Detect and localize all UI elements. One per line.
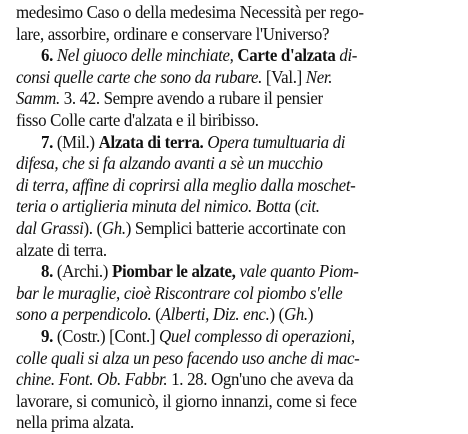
entry-text [16,2,460,434]
text-line [16,196,442,218]
section-number: 9. [40,325,53,346]
text-line [16,24,442,46]
text-run: ) ( [269,304,284,325]
text-run: ( [290,196,300,217]
section-number: 6. [40,45,53,66]
italic-text: consi quelle carte che sono da rubare. [16,66,263,87]
text-run: [Val.] [262,66,306,87]
italic-text: dal Grassi [16,217,84,238]
text-run: ) [307,304,314,325]
italic-text: bar le muraglie, cioè Riscontrare col piombo s'elle [16,282,343,303]
text-line [16,412,442,434]
italic-text: sono a perpendicolo. [16,304,152,325]
text-run: fisso Colle carte d'alzata e il biribisso. [16,109,259,130]
text-run: lavorare, si comunicò, il giorno innanzi, come si fece [16,390,357,411]
italic-text: di- [335,45,358,66]
text-line [16,88,442,110]
italic-text: chine. Font. Ob. Fabbr. [16,369,168,390]
text-line [16,326,442,348]
text-run: lare, assorbire, ordinare e conservare l'Universo? [16,23,330,44]
text-line [16,132,442,154]
italic-text: vale quanto Piom- [239,261,359,282]
section-number: 8. [40,261,53,282]
italic-text: Samm. [16,88,60,109]
text-run: 3. 42. Sempre avendo a rubare il pensier [59,88,323,109]
text-run: ) Semplici batterie accortinate con [125,217,346,238]
headword: Carte d'alzata [237,45,336,66]
text-run: (Archi.) [52,261,112,282]
italic-text: Alberti, Diz. enc. [160,304,270,325]
text-line [16,67,442,89]
text-run: ( [151,304,161,325]
text-line [16,2,442,24]
text-run: medesimo Caso o della medesima Necessità per rego- [16,2,364,22]
text-line [16,175,442,197]
text-line [16,153,442,175]
text-run: (Costr.) [Cont.] [52,325,160,346]
italic-text: difesa, che si fa alzando avanti a sè un mucchio [16,153,323,174]
text-line [16,110,442,132]
text-line [16,218,442,240]
italic-text: Gh. [101,217,126,238]
text-run: alzate di terra. [16,239,107,260]
text-run: 1. 28. Ogn'uno che aveva da [167,369,354,390]
text-line [16,391,442,413]
headword: Piombar le alzate, [111,261,236,282]
text-line [16,283,442,305]
text-line [16,261,442,283]
text-run: ). ( [83,217,102,238]
italic-text: di terra, affine di coprirsi alla meglio dalla moschet- [16,174,356,195]
italic-text: teria o artiglieria minuta del nimico. Botta [16,196,291,217]
italic-text: Gh. [283,304,308,325]
text-run: (Mil.) [52,131,99,152]
text-line [16,45,442,67]
text-line [16,369,442,391]
text-line [16,348,442,370]
section-number: 7. [40,131,53,152]
headword: Alzata di terra. [98,131,204,152]
italic-text: cit. [299,196,320,217]
italic-text: Opera tumultuaria di [207,131,346,152]
text-line [16,240,442,262]
italic-text: colle quali si alza un peso facendo uso anche di mac- [16,347,360,368]
text-line [16,304,442,326]
italic-text: Quel complesso di operazioni, [159,325,355,346]
italic-text: Ner. [305,66,333,87]
text-run: nella prima alzata. [16,412,134,433]
italic-text: Nel giuoco delle minchiate, [56,45,234,66]
